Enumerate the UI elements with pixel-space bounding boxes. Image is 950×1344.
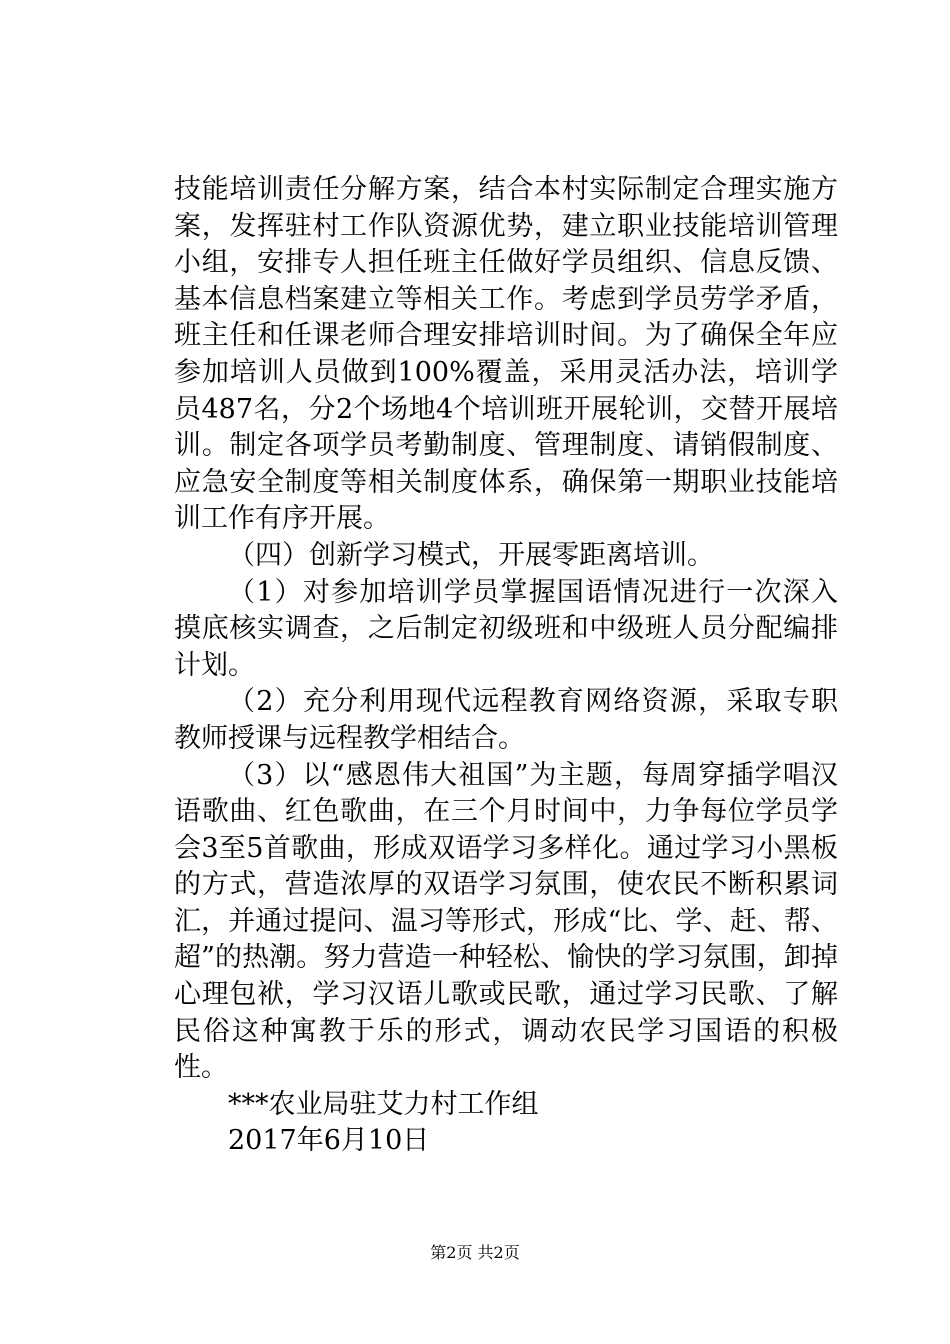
signature-line: ***农业局驻艾力村工作组 xyxy=(228,1088,539,1120)
paragraph-item-1: （1）对参加培训学员掌握国语情况进行一次深入摸底核实调查，之后制定初级班和中级班人员分配编排计划。 xyxy=(174,576,838,681)
document-body xyxy=(174,172,838,1160)
paragraph-item-3: （3）以“感恩伟大祖国”为主题，每周穿插学唱汉语歌曲、红色歌曲，在三个月时间中，力争每位学员学会3至5首歌曲，形成双语学习多样化。通过学习小黑板的方式，营造浓厚的双语学习氛围，使农民不断积累词汇，并通过提问、温习等形式，形成“比、学、赶、帮、超”的热潮。努力营造一种轻松、愉快的学习氛围，卸掉心理包袱，学习汉语儿歌或民歌，通过学习民歌、了解民俗这种寓教于乐的形式，调动农民学习国语的积极性。 xyxy=(174,759,838,1084)
date-line: 2017年6月10日 xyxy=(228,1125,430,1157)
page-number-footer: 第2页 共2页 xyxy=(430,1243,520,1262)
paragraph-training-plan: 技能培训责任分解方案，结合本村实际制定合理实施方案，发挥驻村工作队资源优势，建立职业技能培训管理小组，安排专人担任班主任做好学员组织、信息反馈、基本信息档案建立等相关工作。考虑到学员劳学矛盾，班主任和任课老师合理安排培训时间。为了确保全年应参加培训人员做到100%覆盖，采用灵活办法，培训学员487名，分2个场地4个培训班开展轮训，交替开展培训。制定各项学员考勤制度、管理制度、请销假制度、应急安全制度等相关制度体系，确保第一期职业技能培训工作有序开展。 xyxy=(174,174,838,535)
paragraph-item-2: （2）充分利用现代远程教育网络资源，采取专职教师授课与远程教学相结合。 xyxy=(174,686,838,754)
section-heading-four: （四）创新学习模式，开展零距离培训。 xyxy=(228,539,714,571)
